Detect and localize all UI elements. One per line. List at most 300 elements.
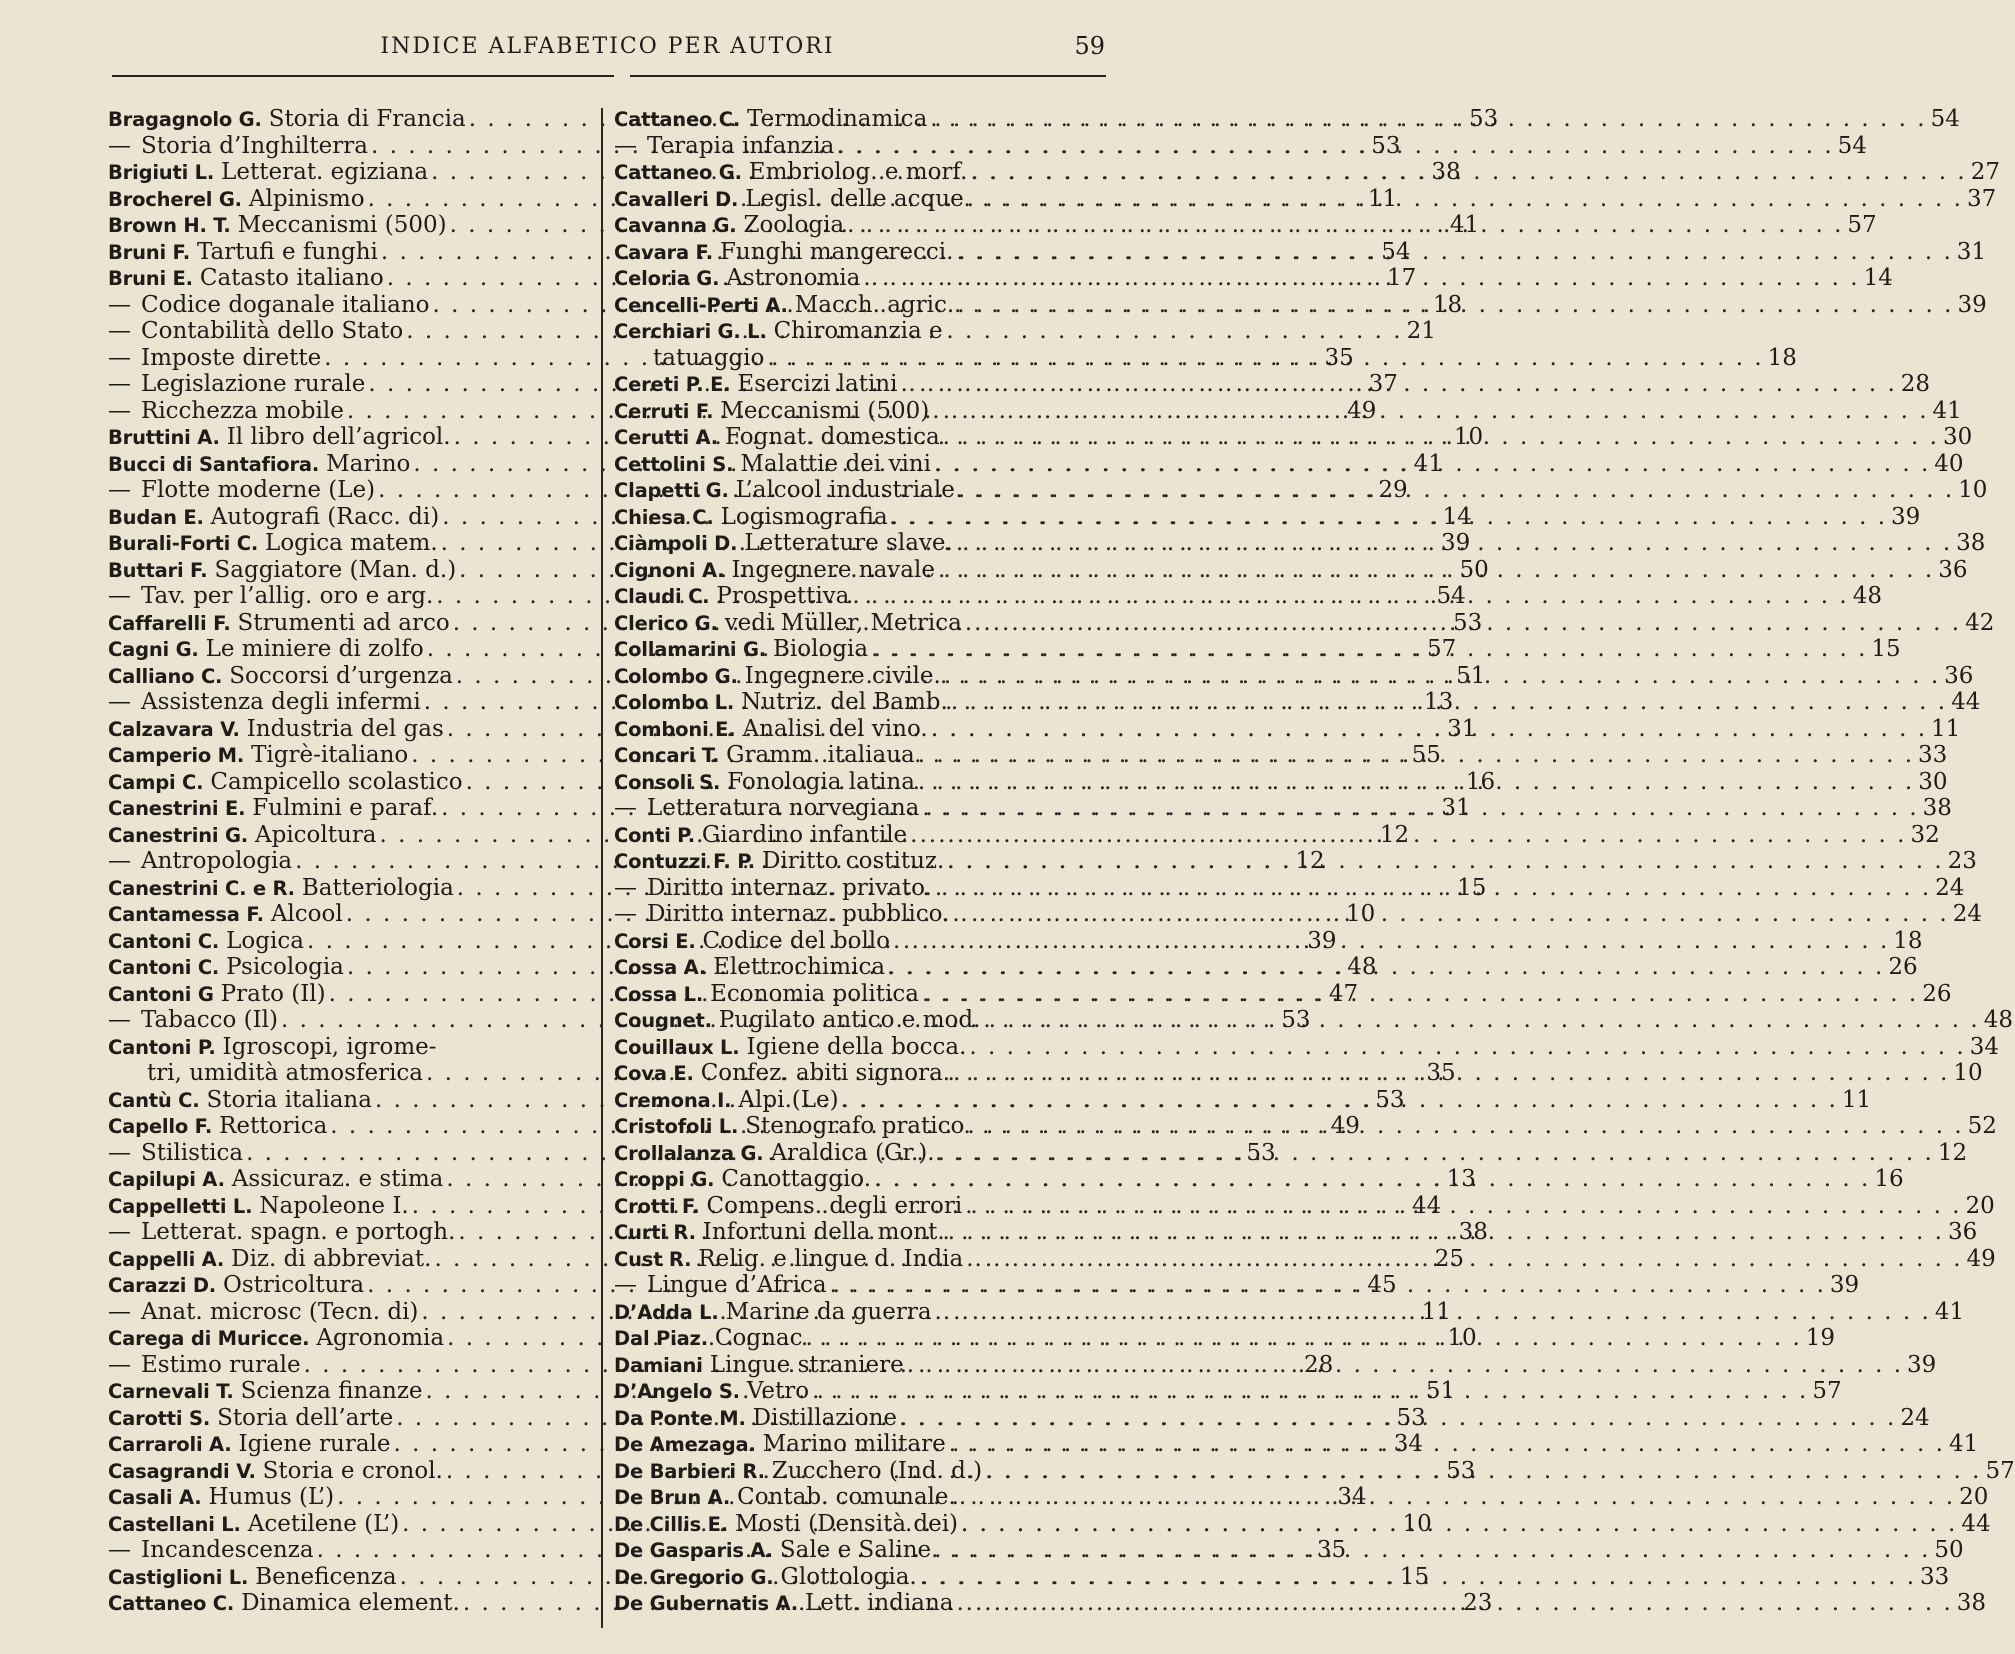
entry-page-number: 35: [1324, 344, 1354, 371]
entry-page-number: 39: [1440, 530, 1471, 556]
entry-page-number: 51: [1425, 1378, 1456, 1404]
entry-author: Colombo L.: [614, 691, 735, 714]
entry-page-number: 18: [1767, 344, 1797, 371]
entry-author: Celoria G.: [614, 267, 720, 290]
entry-page-number: 39: [1907, 1351, 1937, 1378]
entry-ditto-dash: —: [614, 795, 637, 821]
entry-title: Codice del bollo: [702, 927, 891, 954]
entry-author: Cantoni G: [108, 982, 214, 1006]
entry-page-number: 45: [1367, 1272, 1397, 1298]
entry-author: Cencelli-Perti A.: [614, 293, 788, 317]
entry-page-number: 14: [1442, 503, 1472, 530]
entry-page-number: 30: [1918, 768, 1948, 795]
entry-page-number: 16: [1874, 1166, 1904, 1192]
entry-author: De Amezaga.: [614, 1433, 756, 1456]
column-divider: [601, 108, 603, 1628]
entry-page-number: 31: [1441, 795, 1471, 821]
entry-title: Incandescenza: [141, 1537, 314, 1563]
entry-title: Ricchezza mobile: [141, 397, 344, 424]
entry-title: Scienza finanze: [240, 1378, 423, 1404]
entry-ditto-dash: —: [108, 132, 131, 159]
entry-title: Storia di Francia: [268, 106, 466, 132]
entry-title: Marine da guerra: [725, 1298, 932, 1325]
dot-leader: [929, 398, 1928, 425]
entry-author: Cavara F.: [614, 240, 713, 264]
entry-author: Cavanna G.: [614, 214, 737, 237]
dot-leader: [827, 1272, 1826, 1299]
entry-author: Canestrini C. e R.: [108, 876, 295, 900]
entry-page-number: 53: [1371, 132, 1401, 159]
dot-leader: [980, 1007, 1979, 1034]
entry-title: Diritto internaz. pubblico.: [647, 901, 950, 927]
entry-page-number: 37: [1368, 371, 1398, 397]
entry-page-number: 19: [1805, 1325, 1836, 1351]
entry-author: Caffarelli F.: [108, 611, 231, 635]
dot-leader: [962, 1193, 1961, 1220]
dot-leader: [964, 186, 1963, 213]
entry-author: Casagrandi V.: [108, 1459, 256, 1483]
entry-author: Casali A.: [108, 1486, 202, 1509]
entry-page-number: 54: [1930, 106, 1960, 132]
entry-page-number: 36: [1947, 1219, 1978, 1245]
entry-page-number: 49: [1330, 1113, 1360, 1139]
entry-author: Crollalanza G.: [614, 1141, 764, 1165]
entry-page-number: 53: [1396, 1404, 1426, 1431]
entry-title: Fognat. domestica: [725, 424, 940, 450]
entry-page-number: 11: [1931, 715, 1961, 742]
entry-page-number: 38: [1922, 795, 1952, 821]
dot-leader: [932, 875, 1931, 902]
entry-title: Pugilato antico e mod.: [718, 1007, 981, 1033]
entry-author: Cantoni C.: [108, 956, 220, 979]
entry-title: Batteriologia: [301, 874, 454, 901]
entry-ditto-dash: —: [108, 291, 131, 318]
dot-leader: [890, 928, 1889, 955]
entry-title: Elettrochimica: [713, 954, 886, 980]
dot-leader: [941, 663, 1940, 690]
dot-leader: [897, 1405, 1896, 1432]
dot-leader: [915, 769, 1914, 796]
dot-leader: [955, 477, 1954, 504]
entry-ditto-dash: —: [108, 1537, 131, 1563]
dot-leader: [915, 742, 1914, 769]
entry-author: Cerchiari G. L.: [614, 320, 767, 343]
entry-page-number: 41: [1948, 1431, 1979, 1457]
entry-title: Biologia: [772, 636, 869, 662]
entry-author: Cova E.: [614, 1062, 694, 1085]
entry-title: Estimo rurale: [141, 1351, 301, 1378]
entry-page-number: 47: [1328, 980, 1359, 1007]
dot-leader: [966, 1034, 1965, 1061]
dot-leader: [946, 1431, 1945, 1458]
entry-title: Araldica (Gr.).: [770, 1139, 935, 1166]
entry-title: Napoleone I.: [259, 1192, 409, 1219]
entry-page-number: 34: [1969, 1033, 1999, 1060]
dot-leader: [885, 954, 1884, 981]
dot-leader: [809, 1378, 1808, 1405]
entry-author: Croppi G.: [614, 1168, 715, 1191]
entry-page-number: 52: [1967, 1113, 1997, 1139]
entry-ditto-dash: —: [614, 874, 637, 901]
entry-page-number: 35: [1316, 1537, 1347, 1563]
entry-author: Bucci di Santafiora.: [108, 452, 320, 476]
entry-author: Camperio M.: [108, 744, 245, 767]
entry-page-number: 57: [1812, 1378, 1842, 1404]
entry-author: De Brun A.: [614, 1486, 731, 1509]
entry-page-number: 20: [1965, 1192, 1995, 1219]
entry-title: Saggiatore (Man. d.): [214, 556, 457, 583]
entry-title: Alpi (Le): [738, 1086, 839, 1113]
entry-title: Agronomia: [316, 1325, 445, 1351]
entry-ditto-dash: —: [108, 583, 131, 609]
entry-page-number: 12: [1379, 821, 1410, 848]
entry-author: Cettolini S.: [614, 452, 734, 476]
entry-title: Storia e cronol.: [262, 1457, 443, 1484]
entry-page-number: 26: [1922, 980, 1952, 1007]
entry-page-number: 34: [1393, 1431, 1424, 1457]
header-rule-right: [630, 75, 1106, 77]
entry-page-number: 38: [1956, 1590, 1987, 1616]
entry-page-number: 53: [1281, 1007, 1311, 1033]
dot-leader: [940, 424, 1939, 451]
entry-page-number: 15: [1399, 1563, 1430, 1590]
entry-page-number: 10: [1346, 901, 1376, 927]
entry-title: Assistenza degli infermi: [141, 689, 421, 715]
entry-author: Bruni F.: [108, 240, 190, 264]
entry-author: Buttari F.: [108, 558, 208, 582]
entry-author: Capello F.: [108, 1115, 213, 1138]
entry-author: Bruttini A.: [108, 426, 220, 449]
entry-title: tatuaggio: [653, 344, 765, 371]
dot-leader: [935, 557, 1934, 584]
entry-page-number: 30: [1942, 424, 1973, 450]
entry-author: Capilupi A.: [108, 1168, 225, 1191]
entry-title: Lingue straniere: [709, 1351, 904, 1378]
page-header: [110, 30, 1105, 70]
entry-author: Canestrini E.: [108, 797, 246, 820]
dot-leader: [860, 265, 1859, 292]
entry-page-number: 28: [1900, 371, 1931, 397]
header-rule-left: [112, 75, 614, 77]
entry-author: Contuzzi F. P.: [614, 850, 755, 873]
entry-title: Relig. e lingue d. India: [698, 1245, 964, 1272]
entry-title: Vetro: [746, 1378, 810, 1404]
index-entry: [108, 1034, 593, 1061]
entry-title: Lingue d’Africa: [647, 1272, 827, 1298]
entry-title: Malattie dei vini: [740, 450, 931, 477]
dot-leader: [982, 1458, 1981, 1485]
dot-leader: [950, 1060, 1949, 1087]
entry-page-number: 53: [1246, 1139, 1276, 1166]
entry-title: Meccanismi (500): [237, 212, 447, 238]
entry-page-number: 55: [1411, 742, 1441, 768]
entry-author: Cattaneo C.: [614, 108, 741, 131]
entry-title: Macch. agric.: [794, 291, 955, 318]
running-title: INDICE ALFABETICO PER AUTORI: [380, 34, 835, 59]
entry-author: Cougnet.: [614, 1009, 712, 1032]
entry-page-number: 38: [1956, 530, 1986, 556]
entry-page-number: 12: [1295, 848, 1325, 874]
entry-page-number: 39: [1957, 291, 1987, 318]
entry-author: Damiani: [614, 1353, 703, 1377]
entry-page-number: 11: [1421, 1298, 1451, 1325]
entry-title: Alcool: [270, 901, 343, 927]
entry-author: Calliano C.: [108, 664, 223, 688]
entry-page-number: 33: [1920, 1563, 1950, 1590]
dot-leader: [935, 1140, 1934, 1167]
entry-page-number: 53: [1469, 106, 1499, 132]
entry-author: Concari T.: [614, 744, 720, 767]
entry-author: Carega di Muricce.: [108, 1327, 310, 1350]
dot-leader: [928, 716, 1927, 743]
dot-leader: [954, 292, 1953, 319]
entry-title: Antropologia: [141, 848, 293, 874]
dot-leader: [953, 530, 1952, 557]
entry-page-number: 57: [1985, 1457, 2015, 1484]
entry-author: Dal Piaz.: [614, 1327, 708, 1350]
entry-page-number: 26: [1888, 954, 1918, 980]
entry-page-number: 35: [1426, 1060, 1456, 1086]
entry-ditto-dash: —: [614, 132, 637, 159]
entry-author: Cappelli A.: [108, 1247, 225, 1271]
entry-page-number: 12: [1937, 1139, 1968, 1166]
entry-title: Alpinismo: [248, 185, 365, 212]
entry-page-number: 51: [1456, 662, 1486, 689]
entry-page-number: 40: [1934, 450, 1964, 477]
entry-author: Canestrini G.: [108, 823, 248, 847]
entry-author: Cristofoli L.: [614, 1115, 739, 1138]
entry-page-number: 44: [1412, 1192, 1442, 1219]
entry-page-number: 33: [1918, 742, 1948, 768]
dot-leader: [963, 1246, 1962, 1273]
entry-title: Igroscopi, igrome-: [222, 1033, 437, 1060]
entry-page-number: 24: [1935, 874, 1965, 901]
entry-page-number: 31: [1956, 238, 1987, 265]
entry-title: Letterat. egiziana: [221, 159, 429, 185]
entry-title: Fulmini e paraf.: [252, 795, 439, 821]
entry-author: Carazzi D.: [108, 1274, 217, 1297]
entry-title: Stenografo pratico: [745, 1113, 965, 1139]
entry-page-number: 10: [1958, 477, 1988, 503]
entry-title: Apicoltura: [254, 821, 377, 848]
entry-page-number: 32: [1910, 821, 1940, 848]
entry-page-number: 15: [1871, 636, 1901, 662]
entry-title: Il libro dell’agricol.: [226, 424, 451, 450]
dot-leader: [949, 901, 1948, 928]
dot-leader: [834, 133, 1833, 160]
entry-title: Imposte dirette: [141, 344, 322, 371]
entry-author: Curti R.: [614, 1221, 696, 1244]
entry-author: Cossa A.: [614, 956, 707, 979]
entry-title: Analisi del vino.: [742, 715, 928, 742]
entry-ditto-dash: —: [108, 848, 131, 874]
entry-author: De Gubernatis A.: [614, 1592, 798, 1615]
entry-page-number: 53: [1452, 609, 1483, 636]
entry-author: Couillaux L.: [614, 1035, 740, 1059]
entry-title: Contab. comunale.: [737, 1484, 956, 1510]
entry-page-number: 49: [1966, 1245, 1996, 1272]
entry-author: Bragagnolo G.: [108, 108, 262, 131]
entry-title: Le miniere di zolfo: [205, 636, 424, 662]
entry-title: Funghi mangerecci.: [719, 238, 954, 265]
entry-title: Marino: [326, 450, 411, 477]
entry-author: Claudi C.: [614, 585, 710, 608]
entry-author: Ciàmpoli D.: [614, 532, 738, 555]
entry-author: Conti P.: [614, 823, 695, 847]
entry-ditto-dash: —: [614, 901, 637, 927]
entry-title: Marino militare: [762, 1431, 946, 1457]
entry-title: Ingegnere navale: [731, 556, 935, 583]
entry-title: Storia dell’arte: [217, 1404, 394, 1431]
entry-title: Logica matem.: [265, 530, 438, 556]
entry-title: Contabilità dello Stato: [141, 318, 404, 344]
entry-page-number: 18: [1893, 927, 1923, 954]
entry-page-number: 53: [1375, 1086, 1405, 1113]
entry-title: tri, umidità atmosferica: [147, 1060, 424, 1086]
entry-title: Industria del gas: [246, 715, 444, 742]
entry-page-number: 39: [1891, 503, 1921, 530]
entry-page-number: 48: [1347, 954, 1377, 980]
entry-page-number: 23: [1463, 1590, 1493, 1616]
entry-title: Logica: [226, 927, 304, 954]
entry-author: D’Angelo S.: [614, 1380, 740, 1403]
entry-author: Cantoni P.: [108, 1035, 216, 1059]
entry-title: Tav. per l’allig. oro e arg.: [141, 583, 434, 609]
entry-title: Prospettiva: [716, 583, 850, 609]
dot-leader: [844, 212, 1843, 239]
dot-leader: [931, 451, 1930, 478]
entry-title: Diz. di abbreviat.: [231, 1245, 432, 1272]
dot-leader: [967, 159, 1966, 186]
entry-title: Letteratura norvegiana: [647, 795, 920, 821]
dot-leader: [948, 689, 1947, 716]
entry-page-number: 42: [1965, 609, 1995, 636]
entry-page-number: 41: [1449, 212, 1480, 238]
entry-page-number: 21: [1406, 318, 1436, 344]
entry-title: Confez. abiti signora.: [700, 1060, 951, 1086]
entry-title: Nutriz. del Bamb.: [741, 689, 948, 715]
dot-leader: [803, 1325, 1802, 1352]
entry-author: Brown H. T.: [108, 214, 231, 237]
entry-author: Brigiuti L.: [108, 161, 215, 184]
entry-page-number: 29: [1378, 477, 1408, 503]
entry-title: Letterat. spagn. e portogh.: [141, 1219, 456, 1245]
entry-ditto-dash: —: [614, 1272, 637, 1298]
entry-title: Rettorica: [219, 1113, 328, 1139]
entry-author: Cereti P. E.: [614, 373, 731, 396]
entry-author: Burali-Forti C.: [108, 532, 259, 555]
dot-leader: [931, 1537, 1930, 1564]
entry-author: Carraroli A.: [108, 1433, 232, 1456]
entry-author: Cerutti A.: [614, 426, 719, 449]
entry-page-number: 54: [1381, 238, 1411, 265]
entry-title: Giardino infantile: [701, 821, 908, 848]
entry-title: Termodinamica: [747, 106, 928, 132]
dot-leader: [904, 1352, 1903, 1379]
entry-page-number: 25: [1434, 1245, 1464, 1272]
entry-author: Colombo G.: [614, 664, 738, 688]
entry-page-number: 53: [1446, 1457, 1476, 1484]
entry-title: Campicello scolastico: [210, 768, 463, 795]
entry-page-number: 50: [1459, 556, 1489, 583]
entry-author: Comboni E.: [614, 717, 736, 741]
dot-leader: [945, 1219, 1944, 1246]
entry-title: Chiromanzia e: [773, 318, 943, 344]
entry-title: Fonologia latina: [727, 768, 915, 795]
entry-ditto-dash: —: [108, 371, 131, 397]
entry-page-number: 50: [1934, 1537, 1964, 1563]
entry-title: Prato (Il): [220, 980, 326, 1007]
entry-author: Chiesa C.: [614, 505, 714, 529]
entry-title: Terapia infanzia: [647, 132, 835, 159]
entry-title: Flotte moderne (Le): [141, 477, 376, 503]
dot-leader: [944, 848, 1943, 875]
dot-leader: [953, 1590, 1952, 1617]
entry-author: Cossa L.: [614, 982, 704, 1006]
dot-leader: [839, 1087, 1838, 1114]
entry-page-number: 16: [1465, 768, 1496, 795]
entry-title: Mosti (Densità dei): [734, 1510, 959, 1537]
entry-title: Zoologia: [743, 212, 845, 238]
entry-title: Codice doganale italiano: [141, 291, 430, 318]
entry-title: Tabacco (Il): [141, 1007, 279, 1033]
entry-page-number: 36: [1944, 662, 1974, 689]
entry-title: Catasto italiano: [199, 265, 384, 291]
entry-title: Lett. indiana: [805, 1590, 954, 1616]
entry-author: Cantù C.: [108, 1088, 200, 1112]
entry-title: Tigrè-italiano: [251, 742, 409, 768]
entry-title: Legisl. delle acque: [745, 185, 964, 212]
entry-ditto-dash: —: [108, 344, 131, 371]
entry-title: Soccorsi d’urgenza: [229, 662, 453, 689]
entry-title: Meccanismi (500): [720, 397, 930, 424]
entry-page-number: 24: [1952, 901, 1982, 927]
dot-leader: [888, 504, 1887, 531]
entry-page-number: 37: [1966, 185, 1997, 212]
entry-title: Canottaggio.: [721, 1166, 872, 1192]
dot-leader: [932, 1299, 1931, 1326]
entry-page-number: 24: [1900, 1404, 1930, 1431]
entry-page-number: 49: [1347, 397, 1377, 424]
entry-title: Acetilene (L’): [247, 1510, 400, 1537]
entry-author: Campi C.: [108, 770, 204, 794]
entry-ditto-dash: —: [108, 1219, 131, 1245]
entry-page-number: 10: [1453, 424, 1484, 450]
entry-page-number: 36: [1938, 556, 1968, 583]
entry-page-number: 41: [1934, 1298, 1965, 1325]
entry-title: Igiene della bocca.: [746, 1033, 967, 1060]
entry-title: Psicologia: [226, 954, 344, 980]
dot-leader: [953, 239, 1952, 266]
dot-leader: [919, 981, 1918, 1008]
dot-leader: [849, 583, 1848, 610]
entry-author: Cust R.: [614, 1247, 692, 1271]
entry-title: Dinamica element.: [241, 1590, 460, 1616]
entry-page-number: 13: [1446, 1166, 1476, 1192]
entry-ditto-dash: —: [108, 1139, 131, 1166]
entry-title: Diritto internaz. privato.: [647, 874, 932, 901]
entry-title: Sale e Saline: [779, 1537, 932, 1563]
entry-author: Cattaneo C.: [108, 1592, 235, 1615]
dot-leader: [917, 1564, 1916, 1591]
entry-page-number: 15: [1457, 874, 1487, 901]
entry-author: Cagni G.: [108, 638, 199, 661]
entry-author: Clapetti G.: [614, 479, 729, 502]
entry-author: Carotti S.: [108, 1406, 211, 1430]
entry-author: Collamarini G.: [614, 638, 766, 661]
entry-page-number: 31: [1447, 715, 1477, 742]
entry-author: Cignoni A.: [614, 558, 725, 582]
